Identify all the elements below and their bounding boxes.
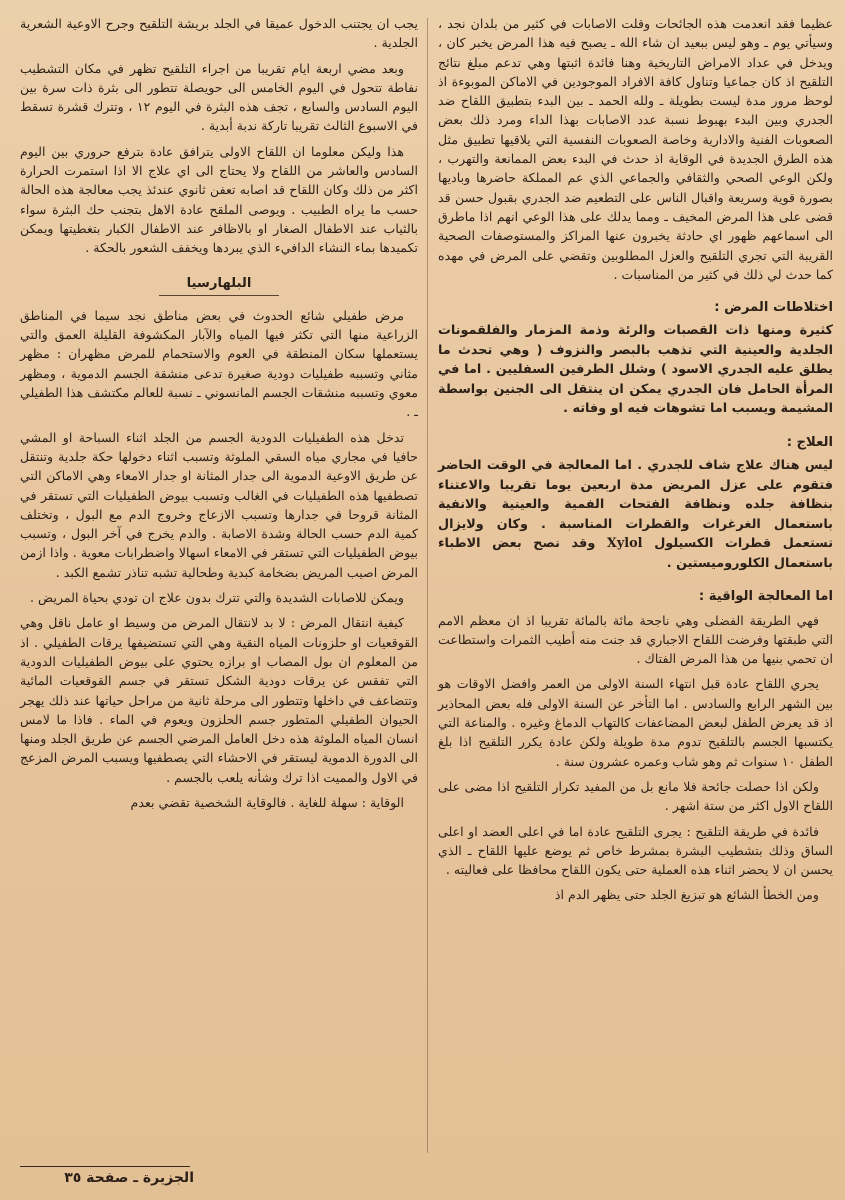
bilharzia-heading-text: البلهارسيا [186,275,252,291]
treatment-heading: العلاج : [786,434,833,450]
heading-underline [159,295,279,296]
paragraph: فهي الطريقة الفضلى وهي ناجحة مائة بالمائة تقريبا اذ ان معظم الامم التي طبقتها وفرضت اللقاح الاجباري قد جنت منه أطيب الثمرات واستطاعت ان تحمي بنيها من هذا المرض الفتاك . [438,612,833,667]
paragraph: يجب ان يجتنب الدخول عميقا في الجلد بريشة التلقيح وجرح الاوعية الشعرية الجلدية . [20,16,418,51]
paragraph: يجري اللقاح عادة قبل انتهاء السنة الاولى من العمر وافضل الاوقات هو بين الشهر الرابع والسادس . اما التأخر عن السنة الاولى فله بعض المحاذير اذ قد يعرض الطفل لبعض المضاعفات كالتهاب الدماغ وغيره . والمناعة التي يكتسبها الجسم بالتلقيح تدوم مدة طويلة ولكن عادة يكرر التلقيح اذا بلغ الطفل ١٠ سنوات ثم وهو شاب وعمره عشرون سنة . [438,676,833,769]
paragraph: تدخل هذه الطفيليات الدودية الجسم من الجلد اثناء السباحة او المشي حافيا في مجاري مياه السقي الملوثة وتسبب اثناء دخولها حكة جلدية وتنتقل عن طريق الاوعية الدموية الى جدار المثانة او جدار الامعاء وهي الاماكن التي تصطفيها هذه الطفيليات في الغالب وتسبب بيوض الطفيليات التي تستقر في المثانة قروحا في جدارها وتسبب الازعاج وخروج الدم مع البول ، وتختلف كمية الدم حسب الحالة وشدة الاصابة . والدم يخرج في آخر البول ، وتسبب بيوض الطفيليات التي تستقر في الامعاء اسهالا واضطرابات معوية . واذا ازمن المرض اصيب المريض بضخامة كبدية وطحالية تشبه تناذر تشمع الكبد . [20,429,418,580]
complications-heading: اختلاطات المرض : [714,300,833,316]
paragraph: مرض طفيلي شائع الحدوث في بعض مناطق نجد سيما في المناطق الزراعية منها التي تكثر فيها المياه والآبار المكشوفة القليلة العمق والتي يستعملها سكان المنطقة في العوم والاستحمام للمرض مظهران : مظهر مثاني وتسببه طفيليات دودية صغيرة تدعى منشقة الجسم الدموية ، ومظهر معوي وتسببه منشقات الجسم المانسوني ـ نسبة للعالم مكتشف هذا الطفيلي ـ . [20,307,418,420]
right-column [438,14,833,911]
complications-text: كثيرة ومنها ذات القصبات والرئة وذمة المزمار والفلقمونات الجلدية والعينية التي تذهب بالبصر والنزوف ( وهي تحدث ما يطلق عليه الجدري الاسود ) وشلل الطرفين السفليين . اما في المرأة الحامل فان الجدري يمكن ان ينتقل الى الجنين بواسطة المشيمة ويسبب اما تشوهات فيه او وفاته . [438,323,833,417]
paragraph: ويمكن للاصابات الشديدة والتي تترك بدون علاج ان تودي بحياة المريض . [30,590,404,606]
prevention-heading: اما المعالجة الواقية : [698,589,833,605]
paragraph: ولكن اذا حصلت جائحة فلا مانع بل من المفيد تكرار التلقيح اذا مضى على اللقاح الاول اكثر من ستة اشهر . [438,778,833,814]
xylol-term: Xylol [606,536,643,552]
paragraph: ومن الخطأ الشائع هو تبزيغ الجلد حتى يظهر الدم اذ [554,887,819,903]
treatment-text-part-a: ليس هناك علاج شاف للجدري . اما المعالجة في الوقت الحاضر فتقوم على عزل المريض مدة اربعين يوما تقريبا والاعتناء بنظافة جلده ونظافة الفتحات الفمية والعينية والانفية باستعمال الغرغرات والقطرات المناسبة . وكان ولايزال تستعمل قطرات الكسيلول [438,458,833,552]
paragraph: وبعد مضي اربعة ايام تقريبا من اجراء التلقيح تظهر في مكان التشطيب نفاطة تتحول في اليوم الخامس الى حويصلة تتطور الى بثرة ذات سرة بين اليوم السادس والسابع ، تجف هذه البثرة في اليوم ١٢ ، وتترك قشرة تسقط في الاسبوع الثالث تقريبا تاركة ندبة أبدية . [20,60,418,134]
treatment-text-part-b: وقد نصح بعض الاطباء باستعمال الكلوروميستين . [438,536,833,571]
footer-rule [20,1166,190,1167]
column-divider [427,18,428,1153]
paragraph: عظيما فقد انعدمت هذه الجائحات وقلت الاصابات في كثير من بلدان نجد ، وسيأتي يوم ـ وهو ليس ببعيد ان شاء الله ـ يصبح فيه هذا المرض يخبر كان ، ويدخل في عداد الامراض التاريخية وهنا فائدة اثبتها وهي تدعم مبلغ نتائج التلقيح اذ كان جماعيا وتناول كافة الافراد الموجودين في الاماكن الموبوءة اذ لوحظ مرور مدة ليست بطويلة ـ ولله الحمد ـ بين البدء بتطبيق اللقاح ضد الجدري وبين البدء بهبوط نسبة عدد الاصابات بهذا الداء ومرد ذلك بعض الصعوبات الفنية والادارية وخاصة الصعوبات النفسية التي يلاقيها تطبيق مثل هذه الطرق الجديدة في الوقاية اذ حدث في البدء بعض الممانعة والتهرب ، ولكن الوعي الصحي والثقافي والجماعي الذي عم المملكة حاضرها وباديها بصورة قوية وسريعة واقبال الناس على التطعيم ضد الجدري بقبول حسن قد قضى على هذا المرض المخيف ـ ومما يدلك على هذا الوعي انهم اذا ماطرق الى اسماعهم ظهور اي حادثة يخبرون عنها المراكز والمستوصفات الصحية القريبة التي تجري التلقيح والعزل المطلوبين وتقضي على المرض في مهده كما حدث لي ذلك في كثير من المناسبات . [438,16,833,282]
paragraph: هذا وليكن معلوما ان اللقاح الاولى يترافق عادة بترفع حروري بين اليوم السادس والعاشر من اللقاح ولا يحتاج الى اي علاج الا اذا استمرت الحرارة اكثر من ذلك وكان اللقاح قد اصابه تعفن ثانوي عندئذ يجب معالجة هذه الحالة حسب ما يراه الطبيب . ويوصى الملقح عادة الاهل بتجنب حك البثرة سواء بالثياب عند الاطفال الصغار او بالاظافر عند الاطفال الكبار بتغطيتها ويمكن تكميدها بماء النشاء الدافيء الذي يبردها ويخفف الشعور بالحكة . [20,143,418,256]
paragraph: كيفية انتقال المرض : لا بد لانتقال المرض من وسيط او عامل ناقل وهي القوقعيات او حلزونات المياه النقية وهي التي تستضيفها يرقات الطفيلي . اذ من المعلوم ان بول المصاب او برازه يحتوي على بيوض الطفيليات الدودية التي تفقس عن يرقات دودية الشكل تستقر في جسم القوقعيات المائية وتتضاعف في داخلها وتتطور الى مرحلة ثانية من مراحل حياتها عند ذلك يهجر الحيوان الطفيلي المتطور جسم الحلزون ويعوم في الماء . فاذا ما لامس انسان المياه الملوثة هذه دخل العامل المرضي الجسم عن طريق الجلد ومنها الى الدورة الدموية ليستقر في الاحشاء التي يصطفيها ويسبب المرض المزعج في الاول والمميت اذا ترك وشأنه يلعب بالجسم . [20,615,418,785]
page-footer: الجزيرة ـ صفحة ٣٥ [64,1170,194,1186]
left-column [20,14,418,818]
bilharzia-heading [20,274,418,296]
treatment-text [438,456,833,573]
paragraph: فائدة في طريقة التلقيح : يجرى التلقيح عادة اما في اعلى العضد او اعلى الساق وذلك بتشطيب البشرة بمشرط خاص ثم يوضع عليها اللقاح ـ الذي يحسن ان لا يحضر اثناء هذه العملية حتى يكون اللقاح محافظا على فعاليته . [438,823,833,878]
paragraph: الوقاية : سهلة للغاية . فالوقاية الشخصية تقضي بعدم [130,794,404,810]
